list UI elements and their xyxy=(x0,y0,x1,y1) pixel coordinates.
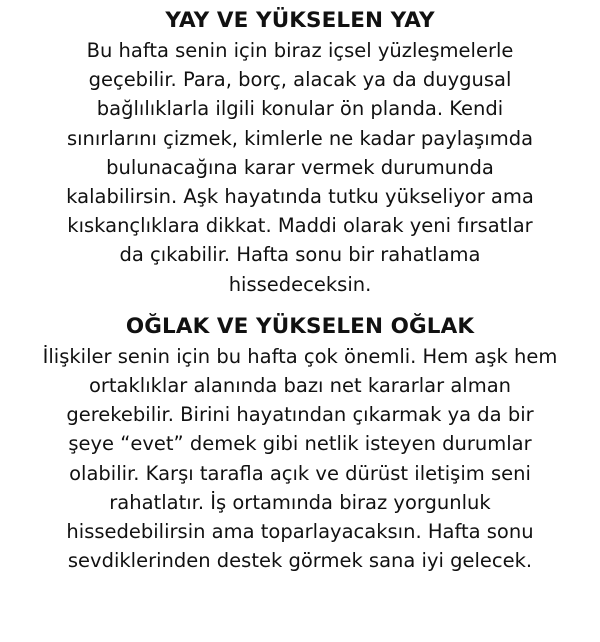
text-line: kıskançlıklara dikkat. Maddi olarak yeni fırsatlar xyxy=(67,214,533,238)
text-line: bulunacağına karar vermek durumunda xyxy=(106,155,494,179)
text-line: da çıkabilir. Hafta sonu bir rahatlama xyxy=(119,243,481,267)
text-line: olabilir. Karşı tarafla açık ve dürüst iletişim seni xyxy=(69,461,531,485)
text-line: İlişkiler senin için bu hafta çok önemli. Hem aşk hem xyxy=(42,344,558,368)
text-line: ortaklıklar alanında bazı net kararlar alman xyxy=(88,374,512,398)
text-line: şeye “evet” demek gibi netlik isteyen durumlar xyxy=(68,432,532,456)
text-line: Bu hafta senin için biraz içsel yüzleşmelerle xyxy=(86,39,514,62)
text-line: hissedeceksin. xyxy=(228,272,372,296)
text-line: geçebilir. Para, borç, alacak ya da duygusal xyxy=(88,68,512,92)
text-line: gerekebilir. Birini hayatından çıkarmak ya da bir xyxy=(66,403,534,427)
text-line: sınırlarını çizmek, kimlerle ne kadar paylaşımda xyxy=(66,126,534,150)
section-body-oglak xyxy=(4,342,596,576)
text-line: hissedebilirsin ama toparlayacaksın. Hafta sonu xyxy=(66,520,534,544)
text-line: sevdiklerinden destek görmek sana iyi gelecek. xyxy=(67,549,533,573)
section-body-yay xyxy=(4,36,596,299)
text-line: bağlılıklarla ilgili konular ön planda. Kendi xyxy=(96,97,504,121)
section-yay xyxy=(4,0,596,299)
text-line: rahatlatır. İş ortamında biraz yorgunluk xyxy=(109,490,491,514)
section-oglak xyxy=(4,312,596,576)
section-title-yay: YAY VE YÜKSELEN YAY xyxy=(165,8,435,33)
text-line: kalabilirsin. Aşk hayatında tutku yükseliyor ama xyxy=(66,185,534,209)
section-title-oglak: OĞLAK VE YÜKSELEN OĞLAK xyxy=(125,313,475,339)
